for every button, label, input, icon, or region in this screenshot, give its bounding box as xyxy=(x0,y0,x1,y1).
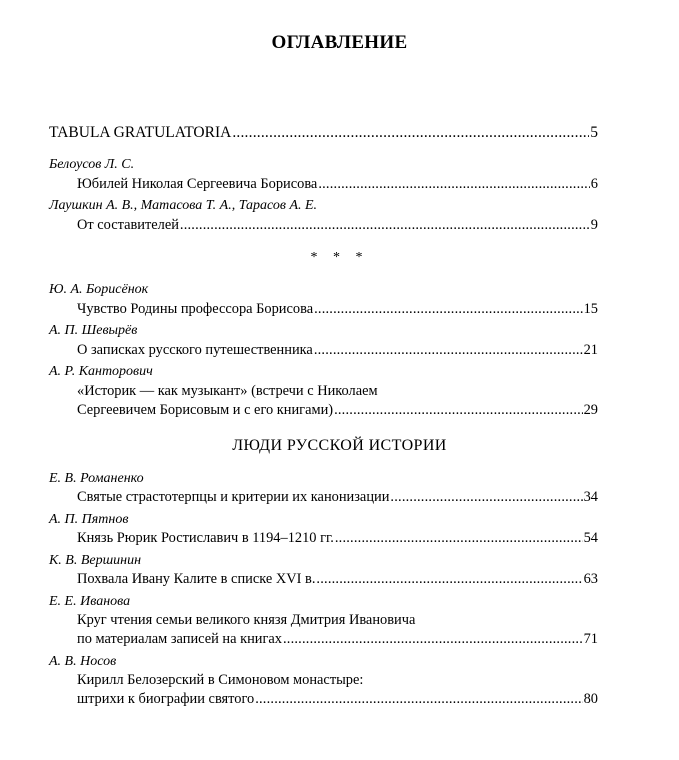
toc-entry[interactable] xyxy=(77,402,598,419)
dot-leader xyxy=(255,691,582,708)
toc-entry-title: Святые страстотерпцы и критерии их канонизации xyxy=(77,489,390,505)
dot-leader xyxy=(390,489,582,506)
toc-entry-title: TABULA GRATULATORIA xyxy=(49,124,232,141)
dot-leader xyxy=(335,530,583,547)
toc-entry[interactable] xyxy=(77,691,598,708)
toc-author: К. В. Вершинин xyxy=(49,553,142,568)
toc-author: А. Р. Канторович xyxy=(49,364,153,379)
section-heading: ЛЮДИ РУССКОЙ ИСТОРИИ xyxy=(232,437,447,454)
toc-entry-title: штрихи к биографии святого xyxy=(77,691,255,707)
toc-entry-title: Юбилей Николая Сергеевича Борисова xyxy=(77,176,318,192)
toc-author: Лаушкин А. В., Матасова Т. А., Тарасов А. Е. xyxy=(49,198,318,213)
page-number: 34 xyxy=(583,489,598,505)
page-number: 54 xyxy=(583,530,598,546)
toc-entry[interactable] xyxy=(77,342,598,359)
page-number: 6 xyxy=(590,176,598,192)
page-number: 29 xyxy=(583,402,598,418)
toc-entry-title: От составителей xyxy=(77,217,179,233)
toc-entry-title-line[interactable]: Круг чтения семьи великого князя Дмитрия Ивановича xyxy=(77,612,416,628)
toc-author: Ю. А. Борисёнок xyxy=(49,282,149,297)
page-number: 63 xyxy=(583,571,598,587)
toc-author: Е. В. Романенко xyxy=(49,471,144,486)
dot-leader xyxy=(316,571,582,588)
toc-author: Е. Е. Иванова xyxy=(49,594,131,609)
toc-entry-title: Сергеевичем Борисовым и с его книгами) xyxy=(77,402,334,418)
toc-entry-tabula[interactable] xyxy=(49,124,598,141)
toc-author: А. П. Шевырёв xyxy=(49,323,138,338)
page-number: 21 xyxy=(583,342,598,358)
dot-leader xyxy=(283,631,583,648)
toc-entry-title-line[interactable]: «Историк — как музыкант» (встречи с Николаем xyxy=(77,383,378,399)
toc-author: А. П. Пятнов xyxy=(49,512,129,527)
toc-author: Белоусов Л. С. xyxy=(49,157,135,172)
dot-leader xyxy=(180,217,590,234)
section-separator: * * * xyxy=(310,250,369,265)
toc-entry-title: Похвала Ивану Калите в списке XVI в. xyxy=(77,571,316,587)
page-number: 5 xyxy=(590,124,598,141)
toc-entry[interactable] xyxy=(77,530,598,547)
dot-leader xyxy=(314,342,583,359)
dot-leader xyxy=(232,124,589,141)
page-title: ОГЛАВЛЕНИЕ xyxy=(271,32,408,53)
toc-entry-title: Чувство Родины профессора Борисова xyxy=(77,301,314,317)
page-number: 80 xyxy=(583,691,598,707)
toc-entry-title: О записках русского путешественника xyxy=(77,342,313,358)
toc-entry[interactable] xyxy=(77,176,598,193)
toc-entry-title: по материалам записей на книгах xyxy=(77,631,282,647)
toc-entry-title-line[interactable]: Кирилл Белозерский в Симоновом монастыре: xyxy=(77,672,364,688)
dot-leader xyxy=(314,301,583,318)
toc-author: А. В. Носов xyxy=(49,654,117,669)
toc-entry[interactable] xyxy=(77,631,598,648)
toc-entry-title: Князь Рюрик Ростиславич в 1194–1210 гг. xyxy=(77,530,334,546)
toc-entry[interactable] xyxy=(77,571,598,588)
page-number: 15 xyxy=(583,301,598,317)
toc-entry[interactable] xyxy=(77,301,598,318)
toc-entry[interactable] xyxy=(77,217,598,234)
page-number: 71 xyxy=(583,631,598,647)
toc-entry[interactable] xyxy=(77,489,598,506)
page-number: 9 xyxy=(590,217,598,233)
dot-leader xyxy=(334,402,583,419)
dot-leader xyxy=(318,176,589,193)
